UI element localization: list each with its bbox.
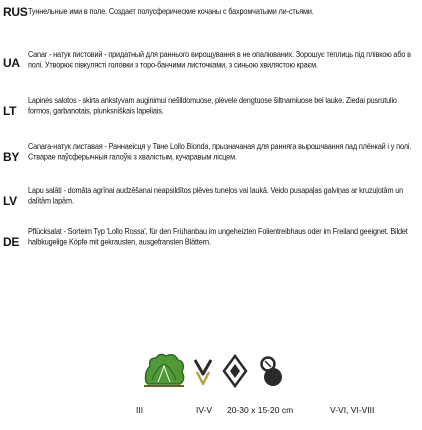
harvest-icon [256, 352, 286, 395]
entry-de [0, 226, 422, 266]
entry-ua [0, 49, 422, 89]
entry-lv [0, 185, 422, 217]
entry-lt [0, 95, 422, 135]
cultivation-icons [142, 351, 292, 395]
language-code: UA [3, 56, 20, 70]
language-code: LV [3, 194, 17, 208]
entry-body: Pflücksalat - Sorteim Typ 'Lollo Rossa', für den Frühanbau im ungeheizten Folientreibhaus oder im Freiland geeignet. Bildet halbkugelige Köpfe mit gekrausten, ausgefransten Blättern. [28, 226, 408, 247]
entry-body: Lapu salāti - domāta agrīnai audzēšanai neapsildītos plēves tuneļos vai laukā. Veido pusapaļas galviņas ar kruzuļotām un dalītām lapām. [28, 185, 404, 206]
sowing-period: IV-V [196, 405, 213, 415]
entry-body: Canar - натук пистовий - придатный для раннього вирощування в не опалюваних. Зорошує теплиць під плівкою або в полі. Утворює півкулясті головки з торо-банчими листочками, з синьою хвилястою краєм. [28, 49, 411, 70]
language-code: BY [3, 150, 20, 164]
entry-text [28, 226, 416, 247]
sowing-icon [192, 352, 214, 395]
spacing-value: 20-30 x 15-20 cm [227, 405, 294, 415]
cultivation-icon [220, 352, 250, 395]
language-code: DE [3, 235, 20, 249]
lettuce-head-icon [142, 352, 186, 395]
entry-body: Туннельные ими в поле. Создает полусферические кочаны с бахромчатыми ли-стьями. [28, 6, 314, 17]
season-label: III [136, 405, 144, 415]
entry-text [28, 95, 416, 116]
entry-by [0, 141, 422, 179]
entry-text [28, 185, 416, 206]
cultivation-specs [0, 405, 422, 419]
entry-rus [0, 0, 422, 32]
entry-text [28, 49, 416, 70]
planting-period: V-VI, VI-VIII [330, 405, 375, 415]
entry-text [28, 141, 416, 162]
entry-text [28, 6, 416, 17]
entry-body: Canara-натук листавая - Раннаеісця у Твне Lollo Bionda, прызначаная для ранняга вырошчвання пад плёнкай і у полі. Стварае паўсферычныя галоўкі з хвалістым, кучаравым лісцем. [28, 141, 412, 162]
entry-body: Lapinės salotos - skirta ankstyvam auginimui nešildomuose, plėvele dengtuose šiltnamiuose bei lauke. Ziedai pusrutulio formos, garbanotais, plunksniškais lapeliais. [28, 95, 397, 116]
language-code: LT [3, 104, 17, 118]
language-code: RUS [3, 5, 28, 19]
